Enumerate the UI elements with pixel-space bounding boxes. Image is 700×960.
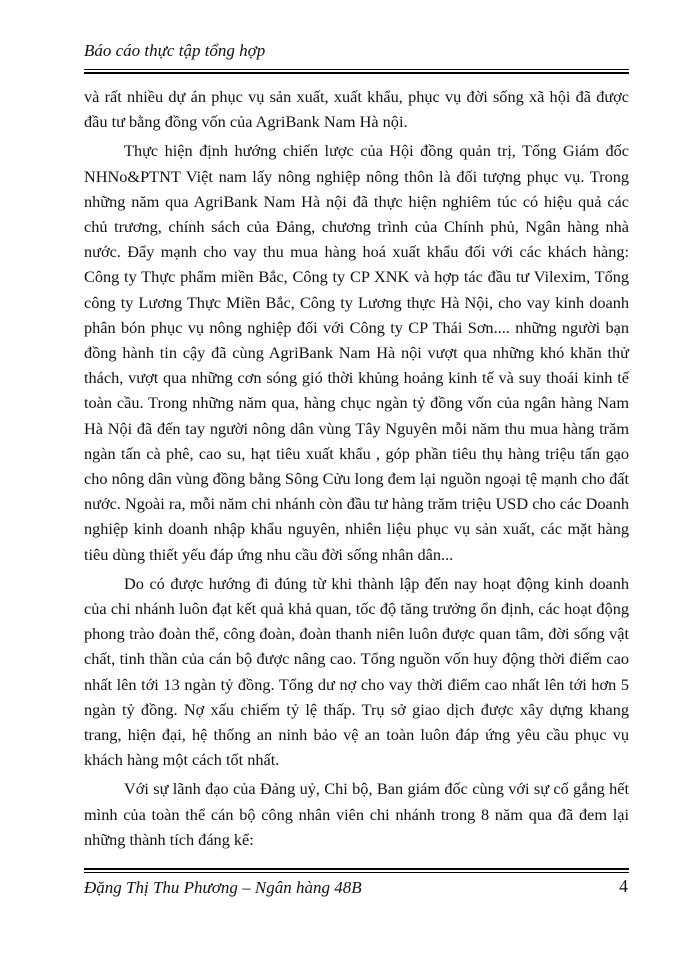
paragraph-continuation: và rất nhiều dự án phục vụ sản xuất, xuất khẩu, phục vụ đời sống xã hội đã được đầu tư bằng đồng vốn của AgriBank Nam Hà nội. <box>84 87 629 132</box>
document-body <box>84 84 629 852</box>
page-number: 4 <box>619 876 628 896</box>
paragraph-achievements: Với sự lãnh đạo của Đảng uỷ, Chi bộ, Ban giám đốc cùng với sự cố gắng hết mình của toàn thể cán bộ công nhân viên chi nhánh trong 8 năm qua đã đem lại những thành tích đáng kể: <box>84 779 629 849</box>
footer-rule-thick <box>84 868 629 870</box>
paragraph-results: Do có được hướng đi đúng từ khi thành lập đến nay hoạt động kinh doanh của chi nhánh luôn đạt kết quả khả quan, tốc độ tăng trưởng ổn định, các hoạt động phong trào đoàn thể, công đoàn, đoàn thanh niên luôn được quan tâm, đời sống vật chất, tinh thần của cán bộ được nâng cao. Tổng nguồn vốn huy động thời điểm cao nhất lên tới 13 ngàn tỷ đồng. Tổng dư nợ cho vay thời điểm cao nhất lên tới hơn 5 ngàn tỷ đồng. Nợ xấu chiếm tỷ lệ thấp. Trụ sở giao dịch được xây dựng khang trang, hiện đại, hệ thống an ninh bảo vệ an toàn luôn đáp ứng yêu cầu phục vụ khách hàng một cách tốt nhất. <box>84 573 629 770</box>
footer-rule-thin <box>84 872 629 873</box>
page-header-title: Báo cáo thực tập tổng hợp <box>84 41 266 60</box>
paragraph-strategy: Thực hiện định hướng chiến lược của Hội đồng quản trị, Tổng Giám đốc NHNo&PTNT Việt nam lấy nông nghiệp nông thôn là đối tượng phục vụ. Trong những năm qua AgriBank Nam Hà nội đã thực hiện nghiêm túc có hiệu quả các chủ trương, chính sách của Đảng, chương trình của Chính phủ, Ngân hàng nhà nước. Đẩy mạnh cho vay thu mua hàng hoá xuất khẩu đối với các khách hàng: Công ty Thực phẩm miền Bắc, Công ty CP XNK và hợp tác đầu tư Vilexim, Tổng công ty Lương Thực Miền Bắc, Công ty Lương thực Hà Nội, cho vay kinh doanh phân bón phục vụ nông nghiệp đối với Công ty CP Thái Sơn.... những người bạn đồng hành tin cậy đã cùng AgriBank Nam Hà nội vượt qua những khó khăn thử thách, vượt qua những cơn sóng gió thời khủng hoảng kinh tế và suy thoái kinh tế toàn cầu. Trong những năm qua, hàng chục ngàn tỷ đồng vốn của ngân hàng Nam Hà Nội đã đến tay người nông dân vùng Tây Nguyên mỗi năm thu mua hàng trăm ngàn tấn cà phê, cao su, hạt tiêu xuất khẩu , góp phần tiêu thụ hàng triệu tấn gạo cho nông dân vùng đồng bằng Sông Cửu long đem lại nguồn ngoại tệ mạnh cho đất nước. Ngoài ra, mỗi năm chi nhánh còn đầu tư hàng trăm triệu USD cho các Doanh nghiệp kinh doanh nhập khẩu nguyên, nhiên liệu phục vụ sản xuất, các mặt hàng tiêu dùng thiết yếu đáp ứng nhu cầu đời sống nhân dân... <box>84 141 629 564</box>
footer-author: Đặng Thị Thu Phương – Ngân hàng 48B <box>84 878 362 897</box>
header-rule-thick <box>84 72 629 74</box>
header-rule-thin <box>84 69 629 70</box>
